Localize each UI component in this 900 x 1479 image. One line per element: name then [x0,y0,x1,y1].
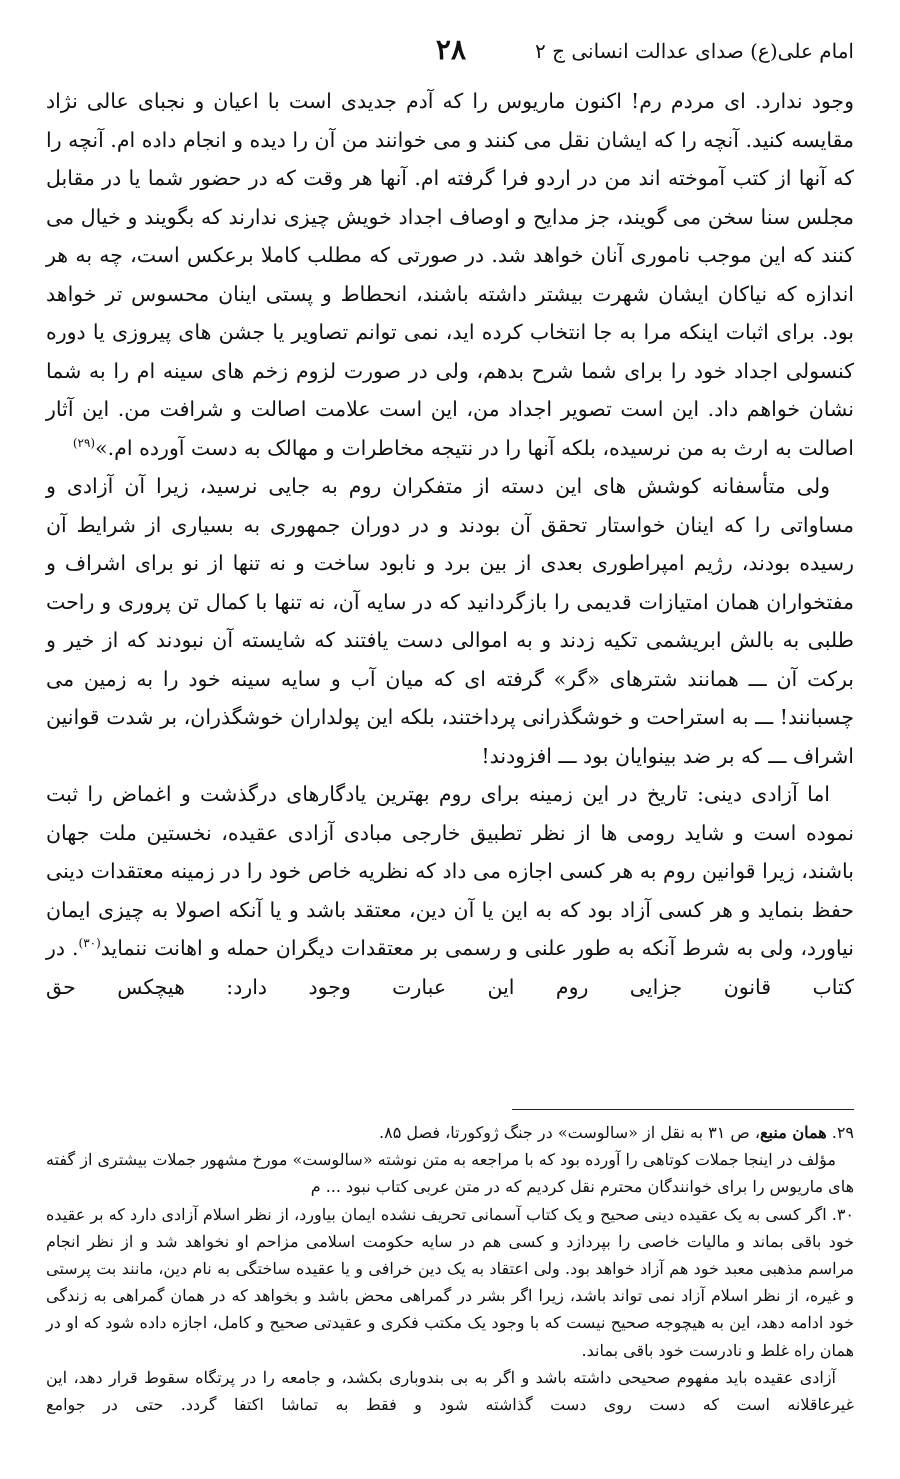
footnote-30: ۳۰. اگر کسی به یک عقیده دینی صحیح و یک کتاب آسمانی تحریف نشده ایمان بیاورد، از نظر اسلام آزادی دارد که بر عقیده خود باقی بماند و مالیات خاصی را بپردازد و کسی هم در سایه حکومت اسلامی مزاحم او نخواهد شد و از نظر انجام مراسم مذهبی معبد خود هم آزاد خواهد بود. ولی اعتقاد به یک دین خرافی و یا عقیده ساختگی به نام دین، مانند بت پرستی و غیره، از نظر اسلام آزاد نمی تواند باشد، زیرا اگر بشر در گمراهی محض باشد و بخواهد که در همان گمراهی به زندگی خود ادامه دهد، این به هیچوجه صحیح نیست که با وجود یک مکتب فکری و عقیدتی صحیح و کامل، اجازه داده شود که او در همان راه غلط و نادرست خود باقی بماند. [46,1204,855,1360]
footnote-29-text: ، ص ۳۱ به نقل از «سالوست» در جنگ ژوکورتا، فصل ۸۵. [379,1123,761,1142]
running-title: امام علی(ع) صدای عدالت انسانی ج ۲ [534,39,854,63]
paragraph-1 [46,82,854,467]
paragraph-2: ولی متأسفانه کوشش های این دسته از متفکران روم به جایی نرسید، زیرا آن آزادی و مساواتی را که اینان خواستار تحقق آن بودند و در دوران جمهوری به بسیاری از شرایط آن رسیده بودند، رژیم امپراطوری بعدی از بین برد و نابود ساخت و نه تنها از نو برای اشراف و مفتخواران همان امتیازات قدیمی را بازگردانید که در سایه آن، نه تنها با کمال تن پروری و راحت طلبی به بالش ابریشمی تکیه زدند و به اموالی دست یافتند که شایسته آن نبودند که از خیر و برکت آن ـــ همانند شترهای «گر» گرفته ای که میان آب و سایه سینه خود را به زمین می چسبانند! ـــ به استراحت و خوشگذرانی پرداختند، بلکه این پولداران خوشگذران، بر شدت قوانین اشراف ـــ که بر ضد بینوایان بود ـــ افزودند! [46,474,854,768]
footnotes [46,1119,854,1418]
main-text [46,82,854,1006]
footnote-29 [46,1119,854,1146]
footnote-divider [512,1109,854,1110]
footnote-30-continued: آزادی عقیده باید مفهوم صحیحی داشته باشد و اگر به بی بندوباری بکشد، و جامعه را در پرتگاه سقوط قرار دهد، این غیرعاقلانه است که دست روی دست گذاشته شود و فقط به تماشا اکتفا گردد. حتی در جوامع [46,1367,854,1415]
footnote-ref-29: (۲۹) [72,435,96,450]
page-header [46,33,854,68]
footnote-29-note: مؤلف در اینجا جملات کوتاهی را آورده بود که با مراجعه به متن نوشته «سالوست» مورخ مشهور جملات بیشتری از گفته های ماریوس را برای خوانندگان محترم نقل کردیم که در متن عربی کتاب نبود ... م [46,1150,854,1197]
paragraph-3-tail: . در کتاب قانون جزایی روم این عبارت وجود دارد: هیچکس حق [46,936,854,999]
footnote-ref-30: (۳۰) [78,936,101,951]
paragraph-3-text: اما آزادی دینی: تاریخ در این زمینه برای روم بهترین یادگارهای درگذشت و اغماض را ثبت نموده است و شاید رومی ها از نظر تطبیق خارجی مبادی آزادی عقیده، نخستین ملت جهان باشند، زیرا قوانین روم به هر کسی اجازه می داد که نظریه خاص خود را در زمینه معتقدات دینی حفظ بنماید و هر کسی آزاد بود که به این یا آن دین، معتقد باشد و یا آنکه اصولا به چیزی ایمان نیاورد، ولی به شرط آنکه به طور علنی و رسمی بر معتقدات دیگران حمله و اهانت ننماید [46,782,855,960]
paragraph-3 [46,775,854,1006]
footnote-29-source: همان منبع [760,1123,827,1142]
footnote-29-number: ۲۹. [826,1123,854,1142]
paragraph-1-text: وجود ندارد. ای مردم رم! اکنون ماریوس را که آدم جدیدی است با اعیان و نجبای عالی نژاد مقایسه کنید. آنچه را که ایشان نقل می کنند و می خوانند من آن را دیده و انجام داده ام. آنچه را که آنها از کتب آموخته اند من در اردو فرا گرفته ام. آنها هر وقت که در حضور شما یا در مقابل مجلس سنا سخن می گویند، جز مدایح و اوصاف اجداد خویش چیزی ندارند که بگویند و خیال می کنند که این موجب ناموری آنان خواهد شد. در صورتی که مطلب کاملا برعکس است، چه به هر اندازه که نیاکان ایشان شهرت بیشتر داشته باشند، انحطاط و پستی اینان محسوس تر خواهد بود. برای اثبات اینکه مرا به جا انتخاب کرده اید، نمی توانم تصاویر یا جشن های پیروزی یا دوره کنسولی اجداد خود را برای شما شرح بدهم، ولی در صورت لزوم زخم های سینه ام را به شما نشان خواهم داد. این است تصویر اجداد من، این است علامت اصالت و شرافت من. این آثار اصالت به ارث به من نرسیده، بلکه آنها را در نتیجه مخاطرات و مهالک به دست آورده ام.» [46,89,854,460]
page-number: ۲۸ [435,33,466,66]
